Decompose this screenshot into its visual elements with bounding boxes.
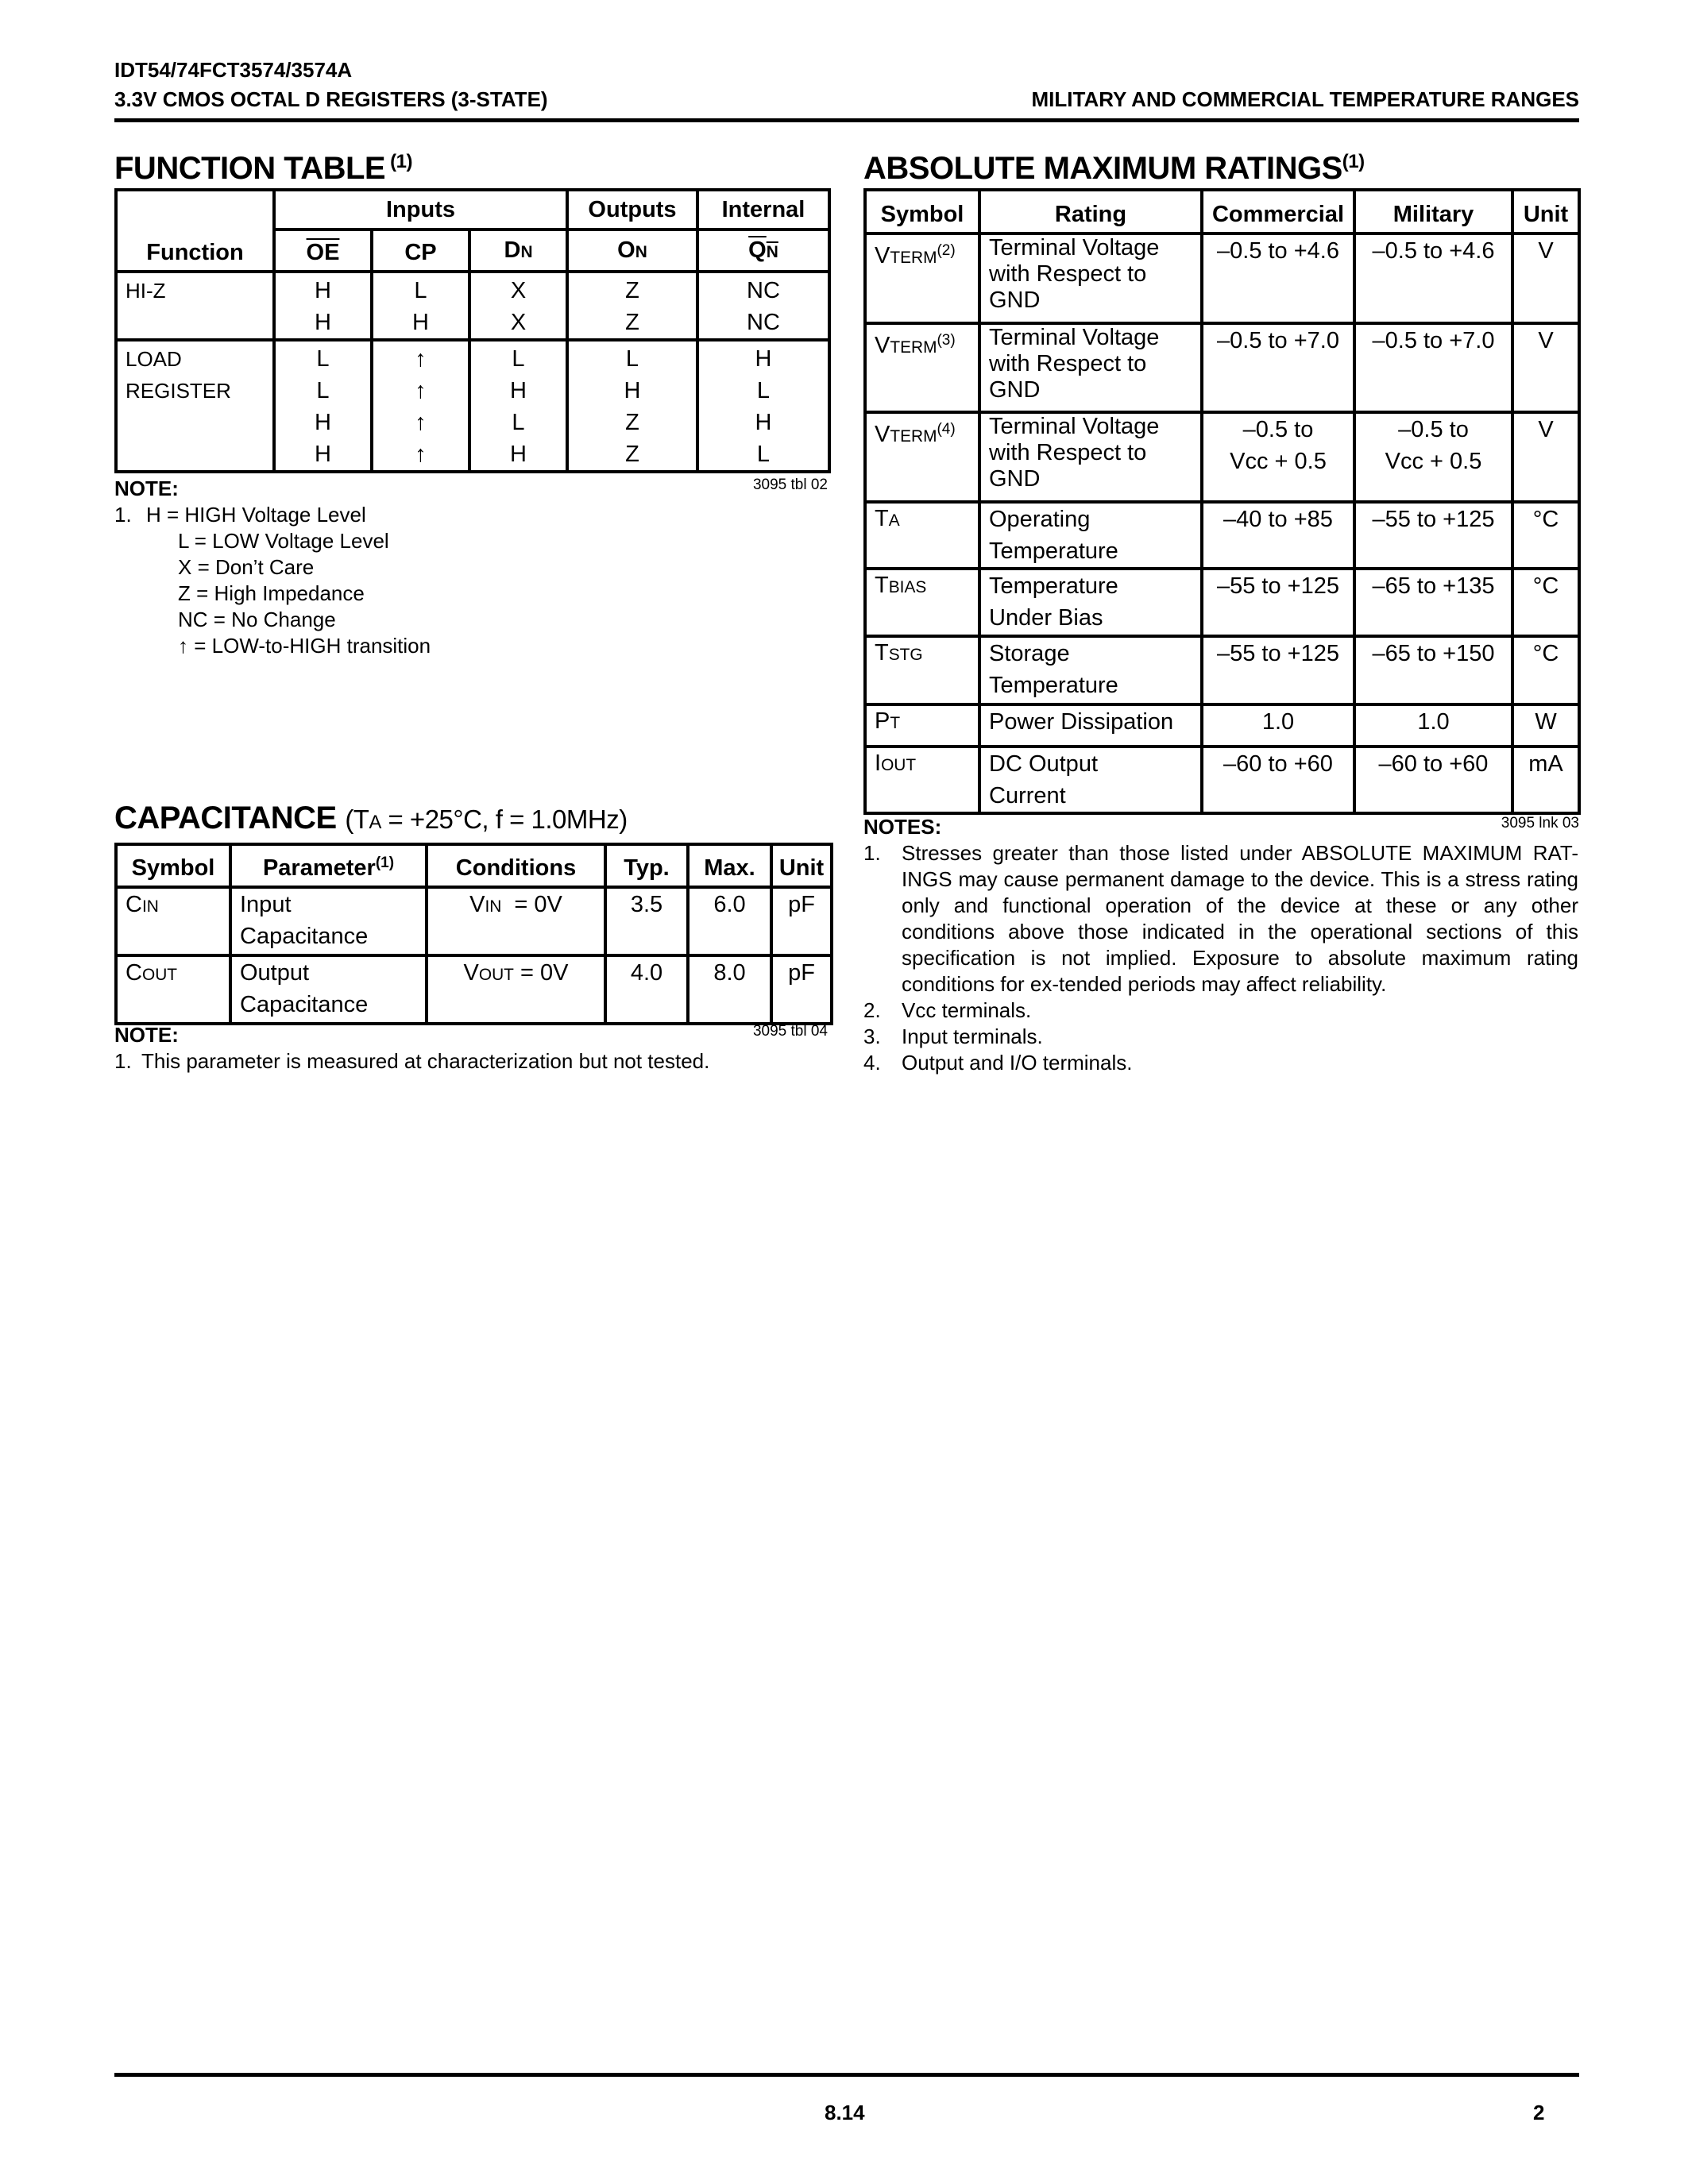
cell-line: –55 to +125 <box>1216 573 1339 599</box>
unit-cell: mA <box>1512 747 1579 813</box>
header-col-q <box>697 230 829 272</box>
cell-line: Temperature <box>989 538 1118 564</box>
cell-line: with Respect to <box>989 440 1147 465</box>
cell-value: Z <box>625 442 639 467</box>
note-text: Output and I/O terminals. <box>902 1051 1133 1075</box>
unit-cell: V <box>1512 233 1579 323</box>
header-unit: Unit <box>1512 190 1579 233</box>
header-commercial: Commercial <box>1202 190 1354 233</box>
header-rule <box>114 118 1579 122</box>
cell-value: X <box>510 310 527 335</box>
table-row <box>865 323 1579 412</box>
cell-line: Output <box>240 960 310 986</box>
value-cell <box>372 272 469 340</box>
note-number <box>114 528 178 554</box>
note-item <box>863 1050 1578 1076</box>
cell-value: L <box>316 346 330 372</box>
capacitance-title <box>114 801 628 840</box>
note-number <box>114 633 178 659</box>
symbol-cell: VTERM$^{(3)}$ <box>865 323 979 412</box>
note-text: Input terminals. <box>902 1024 1043 1048</box>
cell-line: Temperature <box>989 673 1118 698</box>
header-col-cp <box>372 230 469 272</box>
cell-line: Capacitance <box>240 924 369 949</box>
cell-value: ↑ <box>415 442 427 467</box>
cell-line: Under Bias <box>989 605 1103 631</box>
military-cell <box>1354 323 1512 412</box>
cell-line: Power Dissipation <box>989 709 1174 735</box>
military-cell <box>1354 704 1512 747</box>
header-inputs: Inputs <box>274 190 567 230</box>
note-item <box>114 1048 709 1075</box>
note-item <box>114 502 431 528</box>
cell-value: NC <box>747 310 780 335</box>
header-outputs: Outputs <box>567 190 697 230</box>
note-number: 2. <box>863 998 881 1022</box>
cell-value: X <box>510 278 527 303</box>
note-item <box>114 607 431 633</box>
cell-value: L <box>316 378 330 403</box>
cell-line: DC Output <box>989 751 1098 777</box>
cell-line: –40 to +85 <box>1223 507 1333 532</box>
commercial-cell <box>1202 323 1354 412</box>
header-parameter: Parameter$^{(1)}$ <box>230 844 427 887</box>
note-number <box>114 581 178 607</box>
cell-line: GND <box>989 287 1041 313</box>
cell-value: Z <box>625 278 639 303</box>
function-table-title <box>114 145 412 186</box>
note-text: X = Don’t Care <box>178 555 315 579</box>
abs-table-ref: 3095 lnk 03 <box>1501 815 1579 832</box>
cell-line: –55 to +125 <box>1372 507 1495 532</box>
cell-value: NC <box>747 278 780 303</box>
cell-line: –55 to +125 <box>1216 641 1339 666</box>
table-row <box>865 412 1579 502</box>
note-text: Z = High Impedance <box>178 581 365 605</box>
rating-cell <box>979 636 1202 704</box>
parameter-cell <box>230 955 427 1024</box>
cell-line: –65 to +150 <box>1372 641 1495 666</box>
condition-cell: VOUT = 0V <box>427 955 605 1024</box>
cell-line: 1.0 <box>1417 709 1450 735</box>
commercial-cell <box>1202 704 1354 747</box>
symbol-cell: TSTG <box>865 636 979 704</box>
note-text: H = HIGH Voltage Level <box>146 503 366 527</box>
value-cell <box>567 272 697 340</box>
col-symbol: $\overline{Q}$ <box>748 237 767 263</box>
value-cell <box>274 272 372 340</box>
table-row <box>865 502 1579 569</box>
military-cell <box>1354 412 1512 502</box>
note-text: Stresses greater than those listed under ABSOLUTE MAXIMUM RAT-INGS may cause permanent damage to the device. This is a stress rating only and functional operation of the device at these or any other conditions above those indicated in the operational sections of this specification is not implied. Exposure to absolute maximum rating conditions for ex-tended periods may affect reliability. <box>902 841 1578 996</box>
cell-line: –0.5 to <box>1398 417 1469 442</box>
table-row <box>865 569 1579 636</box>
cell-line: Terminal Voltage <box>989 414 1160 439</box>
cell-line: GND <box>989 377 1041 403</box>
note-text: ↑ = LOW-to-HIGH transition <box>178 634 431 658</box>
cell-line: –0.5 to +7.0 <box>1217 328 1339 353</box>
note-item <box>114 528 431 554</box>
commercial-cell <box>1202 636 1354 704</box>
abs-max-title <box>863 145 1365 186</box>
rating-cell <box>979 704 1202 747</box>
capacitance-conditions: (TA = +25°C, f = 1.0MHz) <box>345 805 628 834</box>
footer-rule <box>114 2073 1579 2077</box>
table-row <box>116 887 832 955</box>
value-cell <box>697 340 829 472</box>
symbol-cell: COUT <box>116 955 230 1024</box>
cell-line: with Respect to <box>989 261 1147 287</box>
header-symbol: Symbol <box>865 190 979 233</box>
abs-notes <box>863 840 1578 1076</box>
function-cell <box>116 272 274 340</box>
condition-cell: VIN = 0V <box>427 887 605 955</box>
rating-cell <box>979 412 1202 502</box>
cell-line: Current <box>989 783 1066 808</box>
cell-line: Terminal Voltage <box>989 235 1160 260</box>
cell-value: L <box>512 346 525 372</box>
note-item <box>114 581 431 607</box>
cell-line: Input <box>240 892 292 917</box>
value-cell <box>274 340 372 472</box>
symbol-cell: IOUT <box>865 747 979 813</box>
note-number: 4. <box>863 1051 881 1075</box>
note-text: L = LOW Voltage Level <box>178 529 389 553</box>
cell-line: LOAD <box>126 347 182 371</box>
value-cell <box>567 340 697 472</box>
note-item <box>114 554 431 581</box>
cell-value: L <box>414 278 427 303</box>
symbol-cell: CIN <box>116 887 230 955</box>
parameter-cell <box>230 887 427 955</box>
capacitance-notes <box>114 1048 709 1075</box>
cell-line: Capacitance <box>240 992 369 1017</box>
typ-cell: 3.5 <box>605 887 688 955</box>
section-number: 8.14 <box>825 2101 865 2124</box>
header-symbol: Symbol <box>116 844 230 887</box>
symbol-cell: VTERM$^{(2)}$ <box>865 233 979 323</box>
unit-cell: pF <box>771 955 832 1024</box>
note-number: 1. <box>114 1049 132 1073</box>
function-cell <box>116 340 274 472</box>
cell-line: –0.5 to <box>1242 417 1314 442</box>
col-subscript: $\overline{N}$ <box>766 243 778 261</box>
symbol-cell: PT <box>865 704 979 747</box>
unit-cell: °C <box>1512 636 1579 704</box>
commercial-cell <box>1202 233 1354 323</box>
table-row <box>116 272 829 340</box>
cell-value: Z <box>625 310 639 335</box>
commercial-cell <box>1202 412 1354 502</box>
unit-cell: °C <box>1512 569 1579 636</box>
typ-cell: 4.0 <box>605 955 688 1024</box>
note-item <box>863 1024 1578 1050</box>
header-col-d <box>469 230 567 272</box>
rating-cell <box>979 233 1202 323</box>
rating-cell <box>979 323 1202 412</box>
max-cell: 8.0 <box>688 955 771 1024</box>
abs-notes-heading: NOTES: <box>863 815 942 839</box>
part-number: IDT54/74FCT3574/3574A <box>114 58 353 82</box>
table-row <box>865 747 1579 813</box>
cell-line: Vcc + 0.5 <box>1385 449 1482 474</box>
note-number: 1. <box>114 503 132 527</box>
symbol-cell: VTERM$^{(4)}$ <box>865 412 979 502</box>
header-function: Function <box>116 190 274 272</box>
note-item <box>114 633 431 659</box>
note-text: This parameter is measured at characterization but not tested. <box>141 1049 710 1073</box>
cell-value: H <box>510 378 527 403</box>
unit-cell: W <box>1512 704 1579 747</box>
military-cell <box>1354 233 1512 323</box>
cell-value: L <box>756 442 771 467</box>
note-number <box>114 554 178 581</box>
header-col-o <box>567 230 697 272</box>
page-number: 2 <box>1533 2101 1545 2124</box>
symbol-cell: TA <box>865 502 979 569</box>
cell-line: Operating <box>989 507 1091 532</box>
col-subscript: N <box>520 243 533 261</box>
cell-line: –60 to +60 <box>1378 751 1489 777</box>
value-cell <box>697 272 829 340</box>
cell-value: ↑ <box>415 378 427 403</box>
note-number: 3. <box>863 1024 881 1048</box>
military-cell <box>1354 636 1512 704</box>
cell-value: ↑ <box>415 346 427 372</box>
note-item <box>863 997 1578 1024</box>
cell-line: Temperature <box>989 573 1118 599</box>
value-cell <box>469 340 567 472</box>
title-text: ABSOLUTE MAXIMUM RATINGS <box>863 151 1342 186</box>
cell-value: H <box>412 310 429 335</box>
cell-value: Z <box>625 410 639 435</box>
unit-cell: V <box>1512 323 1579 412</box>
cell-line: –60 to +60 <box>1223 751 1333 777</box>
function-table-ref: 3095 tbl 02 <box>752 477 828 493</box>
table-row <box>865 704 1579 747</box>
commercial-cell <box>1202 502 1354 569</box>
note-number: 1. <box>863 841 881 865</box>
col-symbol: CP <box>404 240 437 265</box>
function-notes <box>114 502 431 659</box>
cell-value: H <box>755 410 772 435</box>
cell-value: H <box>755 346 772 372</box>
cell-line: –0.5 to +4.6 <box>1372 238 1495 264</box>
cell-line: HI-Z <box>126 279 166 303</box>
capacitance-table-ref: 3095 tbl 04 <box>752 1023 828 1040</box>
col-subscript: N <box>635 243 647 261</box>
header-rating: Rating <box>979 190 1202 233</box>
note-text: NC = No Change <box>178 608 336 631</box>
table-row <box>865 233 1579 323</box>
unit-cell: °C <box>1512 502 1579 569</box>
abs-max-table <box>863 188 1581 815</box>
col-symbol: O <box>617 237 635 263</box>
cell-line: Storage <box>989 641 1070 666</box>
document-subtitle: 3.3V CMOS OCTAL D REGISTERS (3-STATE) <box>114 87 548 111</box>
cell-line: Terminal Voltage <box>989 325 1160 350</box>
cell-line: –0.5 to +4.6 <box>1217 238 1339 264</box>
cell-line: Vcc + 0.5 <box>1230 449 1327 474</box>
commercial-cell <box>1202 569 1354 636</box>
function-note-heading: NOTE: <box>114 477 179 500</box>
cell-value: L <box>625 346 639 372</box>
function-table <box>114 188 831 473</box>
military-cell <box>1354 569 1512 636</box>
header-internal: Internal <box>697 190 829 230</box>
value-cell <box>469 272 567 340</box>
cell-value: H <box>510 442 527 467</box>
value-cell <box>372 340 469 472</box>
header-military: Military <box>1354 190 1512 233</box>
header-max: Max. <box>688 844 771 887</box>
capacitance-note-heading: NOTE: <box>114 1023 179 1047</box>
cell-line: REGISTER <box>126 379 231 403</box>
title-text: FUNCTION TABLE <box>114 151 386 186</box>
military-cell <box>1354 747 1512 813</box>
header-conditions: Conditions <box>427 844 605 887</box>
symbol-cell: TBIAS <box>865 569 979 636</box>
cell-line: 1.0 <box>1261 709 1295 735</box>
unit-cell: V <box>1512 412 1579 502</box>
max-cell: 6.0 <box>688 887 771 955</box>
title-note-ref: (1) <box>390 151 412 172</box>
cell-line: GND <box>989 466 1041 492</box>
rating-cell <box>979 502 1202 569</box>
cell-value: H <box>624 378 641 403</box>
cell-line: –0.5 to +7.0 <box>1372 328 1495 353</box>
temperature-range-title: MILITARY AND COMMERCIAL TEMPERATURE RANGES <box>1031 87 1579 111</box>
title-text: CAPACITANCE <box>114 801 337 835</box>
cell-line: with Respect to <box>989 351 1147 376</box>
header-typ: Typ. <box>605 844 688 887</box>
header-col-oe <box>274 230 372 272</box>
rating-cell <box>979 569 1202 636</box>
capacitance-table <box>114 843 833 1025</box>
cell-value: L <box>756 378 771 403</box>
header-unit: Unit <box>771 844 832 887</box>
cell-value: H <box>315 410 331 435</box>
table-row <box>865 636 1579 704</box>
cell-value: H <box>315 310 331 335</box>
military-cell <box>1354 502 1512 569</box>
col-symbol: $\overline{OE}$ <box>306 240 340 265</box>
unit-cell: pF <box>771 887 832 955</box>
note-number <box>114 607 178 633</box>
cell-line: –65 to +135 <box>1372 573 1495 599</box>
col-symbol: D <box>504 237 521 263</box>
table-row <box>116 340 829 472</box>
rating-cell <box>979 747 1202 813</box>
title-note-ref: (1) <box>1342 151 1365 172</box>
cell-value: H <box>315 442 331 467</box>
note-item <box>863 840 1578 997</box>
cell-value: ↑ <box>415 410 427 435</box>
cell-value: H <box>315 278 331 303</box>
table-row <box>116 955 832 1024</box>
cell-value: L <box>512 410 525 435</box>
commercial-cell <box>1202 747 1354 813</box>
note-text: Vcc terminals. <box>902 998 1032 1022</box>
